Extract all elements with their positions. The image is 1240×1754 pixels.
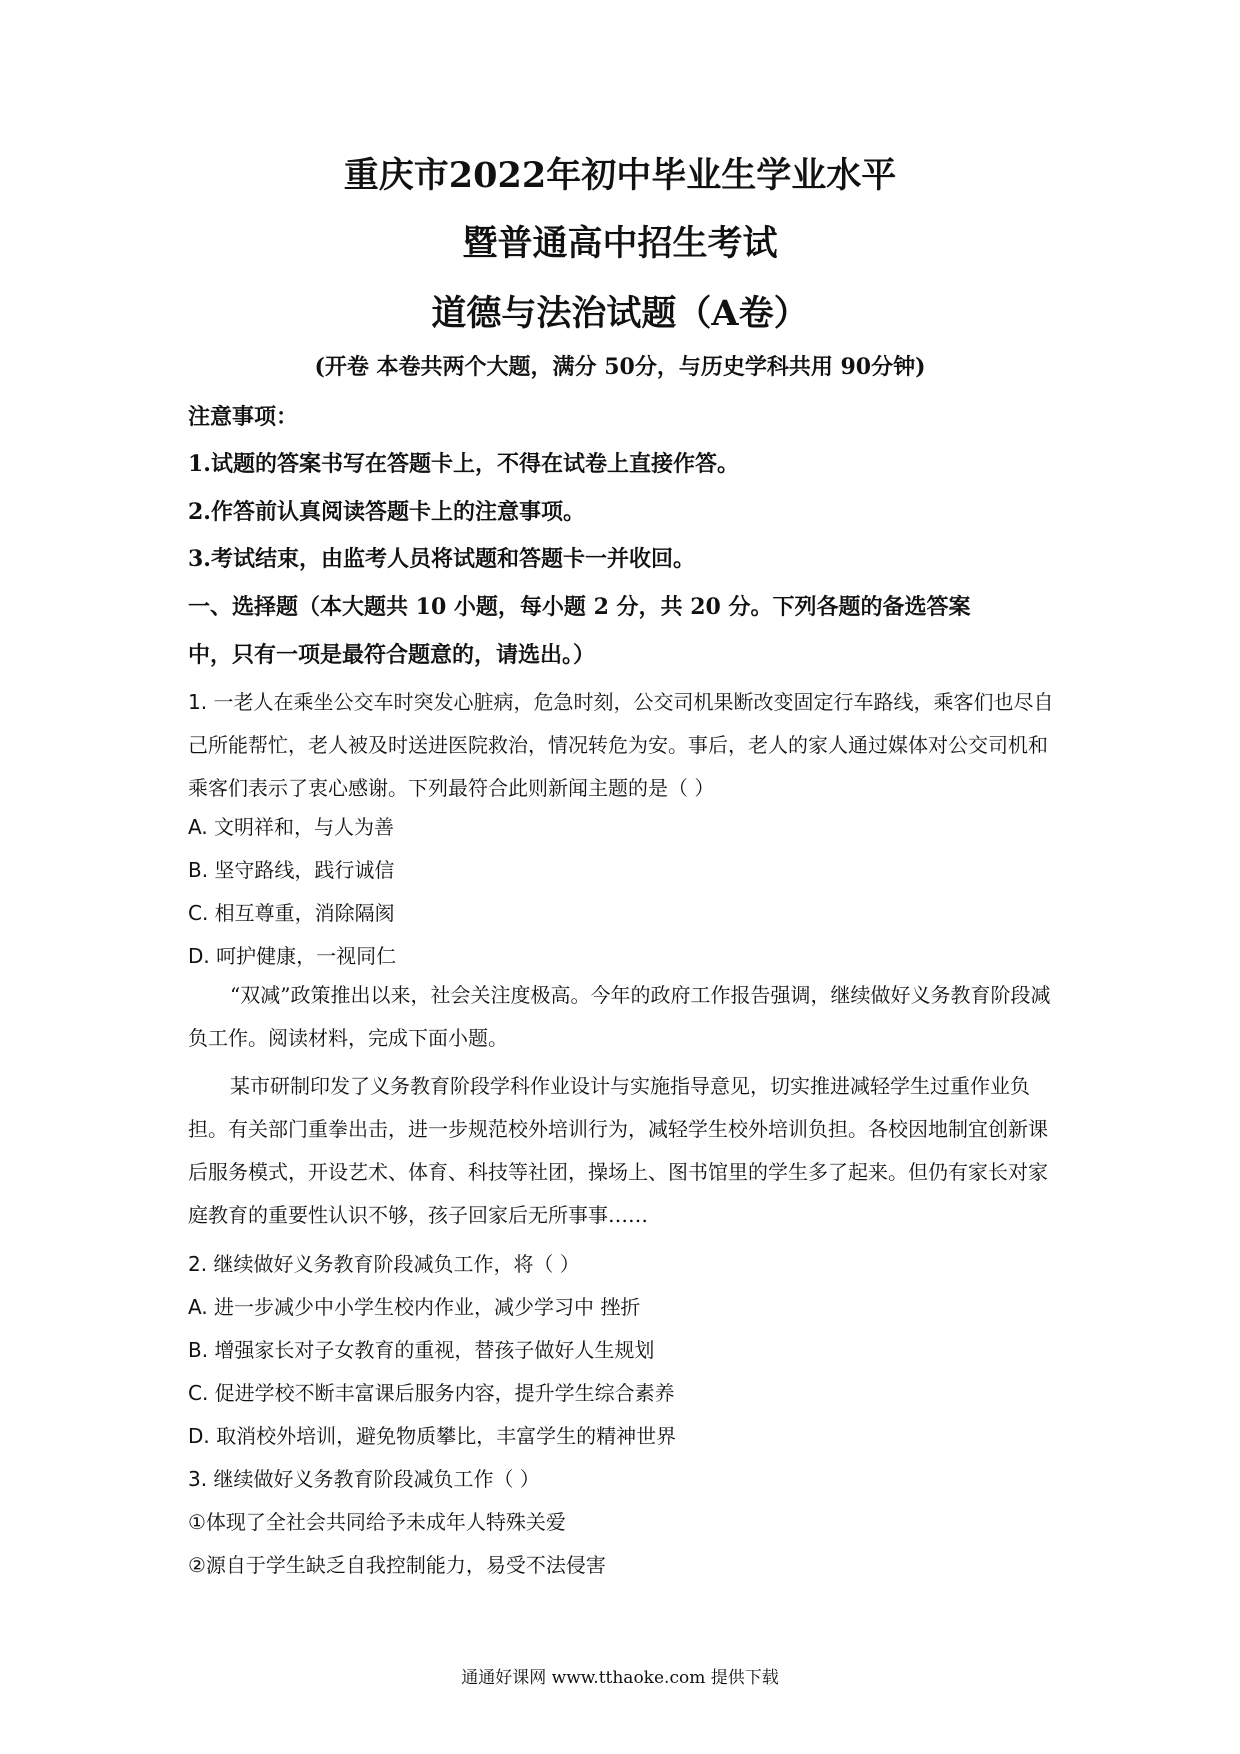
q1-option-a: A. 文明祥和，与人为善 xyxy=(188,815,395,839)
q2-option-c: C. 促进学校不断丰富课后服务内容，提升学生综合素养 xyxy=(188,1381,675,1405)
material-intro: “双减”政策推出以来，社会关注度极高。今年的政府工作报告强调，继续做好义务教育阶段减负工作。阅读材料，完成下面小题。 xyxy=(188,983,1051,1050)
q2-option-b: B. 增强家长对子女教育的重视，替孩子做好人生规划 xyxy=(188,1338,655,1362)
exam-title-line2: 暨普通高中招生考试 xyxy=(462,223,778,264)
q3-stem: 3. 继续做好义务教育阶段减负工作（ ） xyxy=(188,1467,540,1491)
q2-option-d: D. 取消校外培训，避免物质攀比，丰富学生的精神世界 xyxy=(188,1424,677,1448)
exam-subtitle: (开卷 本卷共两个大题，满分 50分，与历史学科共用 90分钟) xyxy=(314,354,926,380)
q3-option-2: ②源自于学生缺乏自我控制能力，易受不法侵害 xyxy=(188,1553,606,1577)
q2-stem: 2. 继续做好义务教育阶段减负工作，将（ ） xyxy=(188,1252,580,1276)
q1-option-c: C. 相互尊重，消除隔阂 xyxy=(188,901,395,925)
q2-option-a: A. 进一步减少中小学生校内作业，减少学习中 挫折 xyxy=(188,1295,641,1319)
exam-title-line3: 道德与法治试题（A卷） xyxy=(431,293,809,334)
section1-heading-line1: 一、选择题（本大题共 10 小题，每小题 2 分，共 20 分。下列各题的备选答案 xyxy=(188,594,971,620)
material-text: 某市研制印发了义务教育阶段学科作业设计与实施指导意见，切实推进减轻学生过重作业负担。有关部门重拳出击，进一步规范校外培训行为，减轻学生校外培训负担。各校因地制宜创新课后服务模式，开设艺术、体育、科技等社团，操场上、图书馆里的学生多了起来。但仍有家长对家庭教育的重要性认识不够，孩子回家后无所事事…… xyxy=(188,1074,1048,1227)
q3-option-1: ①体现了全社会共同给予未成年人特殊关爱 xyxy=(188,1510,566,1534)
exam-title-line1: 重庆市2022年初中毕业生学业水平 xyxy=(343,155,897,196)
section1-heading-line2: 中，只有一项是最符合题意的，请选出。） xyxy=(188,642,596,668)
notes-heading: 注意事项： xyxy=(188,404,299,430)
q1-stem: 1. 一老人在乘坐公交车时突发心脏病，危急时刻，公交司机果断改变固定行车路线，乘客们也尽自己所能帮忙，老人被及时送进医院救治，情况转危为安。事后，老人的家人通过媒体对公交司机和乘客们表示了衷心感谢。下列最符合此则新闻主题的是（ ） xyxy=(188,690,1054,800)
note-item-2: 2.作答前认真阅读答题卡上的注意事项。 xyxy=(188,499,585,525)
q1-option-d: D. 呵护健康，一视同仁 xyxy=(188,944,397,968)
q1-option-b: B. 坚守路线，践行诚信 xyxy=(188,858,395,882)
note-item-1: 1.试题的答案书写在答题卡上，不得在试卷上直接作答。 xyxy=(188,451,739,477)
footer-source: 通通好课网 www.tthaoke.com 提供下载 xyxy=(461,1668,779,1688)
note-item-3: 3.考试结束，由监考人员将试题和答题卡一并收回。 xyxy=(188,546,695,572)
